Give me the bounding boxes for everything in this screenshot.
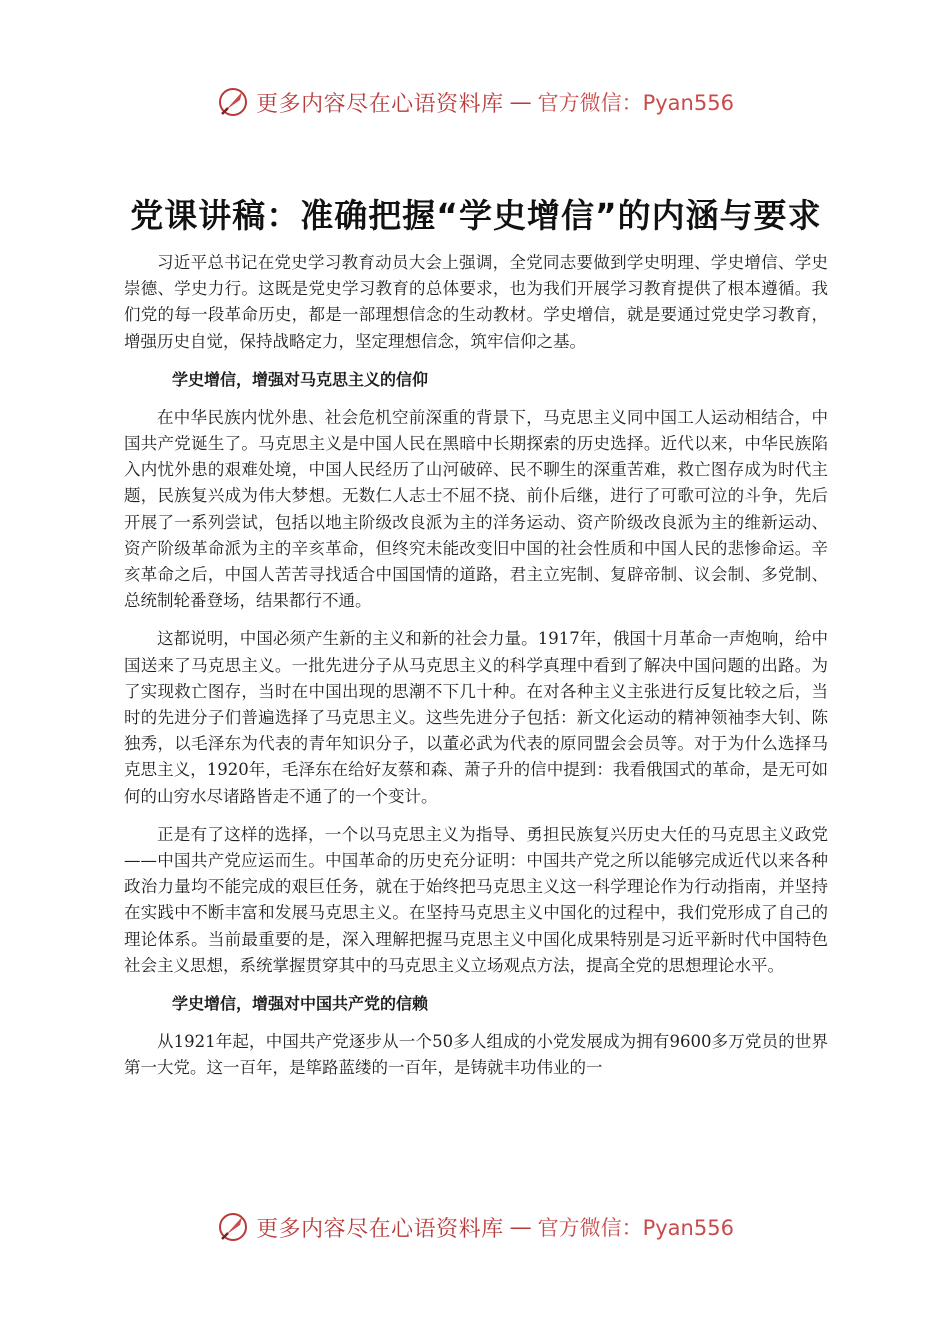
section-heading-marxism: 学史增信，增强对马克思主义的信仰 (172, 369, 429, 389)
quill-logo-icon (216, 85, 250, 119)
banner-separator: — (509, 89, 532, 115)
quill-logo-icon (216, 1210, 250, 1244)
intro-paragraph: 习近平总书记在党史学习教育动员大会上强调，全党同志要做到学史明理、学史增信、学史崇德、学史力行。这既是党史学习教育的总体要求，也为我们开展学习教育提供了根本遵循。我们党的每一段革命历史，都是一部理想信念的生动教材。学史增信，就是要通过党史学习教育，增强历史自觉，保持战略定力，坚定理想信念，筑牢信仰之基。 (124, 253, 828, 351)
paragraph: 从1921年起，中国共产党逐步从一个50多人组成的小党发展成为拥有9600多万党员的世界第一大党。这一百年，是筚路蓝缕的一百年，是铸就丰功伟业的一 (124, 1032, 828, 1078)
document-title: 党课讲稿：准确把握“学史增信”的内涵与要求 (130, 196, 822, 235)
banner-wechat: 官方微信：Pyan556 (537, 91, 734, 115)
paragraph: 在中华民族内忧外患、社会危机空前深重的背景下，马克思主义同中国工人运动相结合，中国共产党诞生了。马克思主义是中国人民在黑暗中长期探索的历史选择。近代以来，中华民族陷入内忧外患的艰难处境，中国人民经历了山河破碎、民不聊生的深重苦难，救亡图存成为时代主题，民族复兴成为伟大梦想。无数仁人志士不屈不挠、前仆后继，进行了可歌可泣的斗争，先后开展了一系列尝试，包括以地主阶级改良派为主的洋务运动、资产阶级改良派为主的维新运动、资产阶级革命派为主的辛亥革命，但终究未能改变旧中国的社会性质和中国人民的悲惨命运。辛亥革命之后，中国人苦苦寻找适合中国国情的道路，君主立宪制、复辟帝制、议会制、多党制、总统制轮番登场，结果都行不通。 (124, 407, 828, 611)
header-banner (0, 82, 950, 122)
paragraph: 这都说明，中国必须产生新的主义和新的社会力量。1917年，俄国十月革命一声炮响，给中国送来了马克思主义。一批先进分子从马克思主义的科学真理中看到了解决中国问题的出路。为了实现救亡图存，当时在中国出现的思潮不下几十种。在对各种主义主张进行反复比较之后，当时的先进分子们普遍选择了马克思主义。这些先进分子包括：新文化运动的精神领袖李大钊、陈独秀，以毛泽东为代表的青年知识分子，以董必武为代表的原同盟会会员等。对于为什么选择马克思主义，1920年，毛泽东在给好友蔡和森、萧子升的信中提到：我看俄国式的革命，是无可如何的山穷水尽诸路皆走不通了的一个变计。 (124, 629, 828, 806)
banner-wechat: 官方微信：Pyan556 (537, 1216, 734, 1240)
banner-text: 更多内容尽在心语资料库 (256, 1216, 504, 1242)
banner-separator: — (509, 1214, 532, 1240)
section-heading-party: 学史增信，增强对中国共产党的信赖 (172, 994, 429, 1014)
footer-banner (0, 1207, 950, 1247)
banner-text: 更多内容尽在心语资料库 (256, 91, 504, 117)
paragraph: 正是有了这样的选择，一个以马克思主义为指导、勇担民族复兴历史大任的马克思主义政党——中国共产党应运而生。中国革命的历史充分证明：中国共产党之所以能够完成近代以来各种政治力量均不能完成的艰巨任务，就在于始终把马克思主义这一科学理论作为行动指南，并坚持在实践中不断丰富和发展马克思主义。在坚持马克思主义中国化的过程中，我们党形成了自己的理论体系。当前最重要的是，深入理解把握马克思主义中国化成果特别是习近平新时代中国特色社会主义思想，系统掌握贯穿其中的马克思主义立场观点方法，提高全党的思想理论水平。 (124, 824, 828, 975)
document-body (124, 190, 828, 1093)
